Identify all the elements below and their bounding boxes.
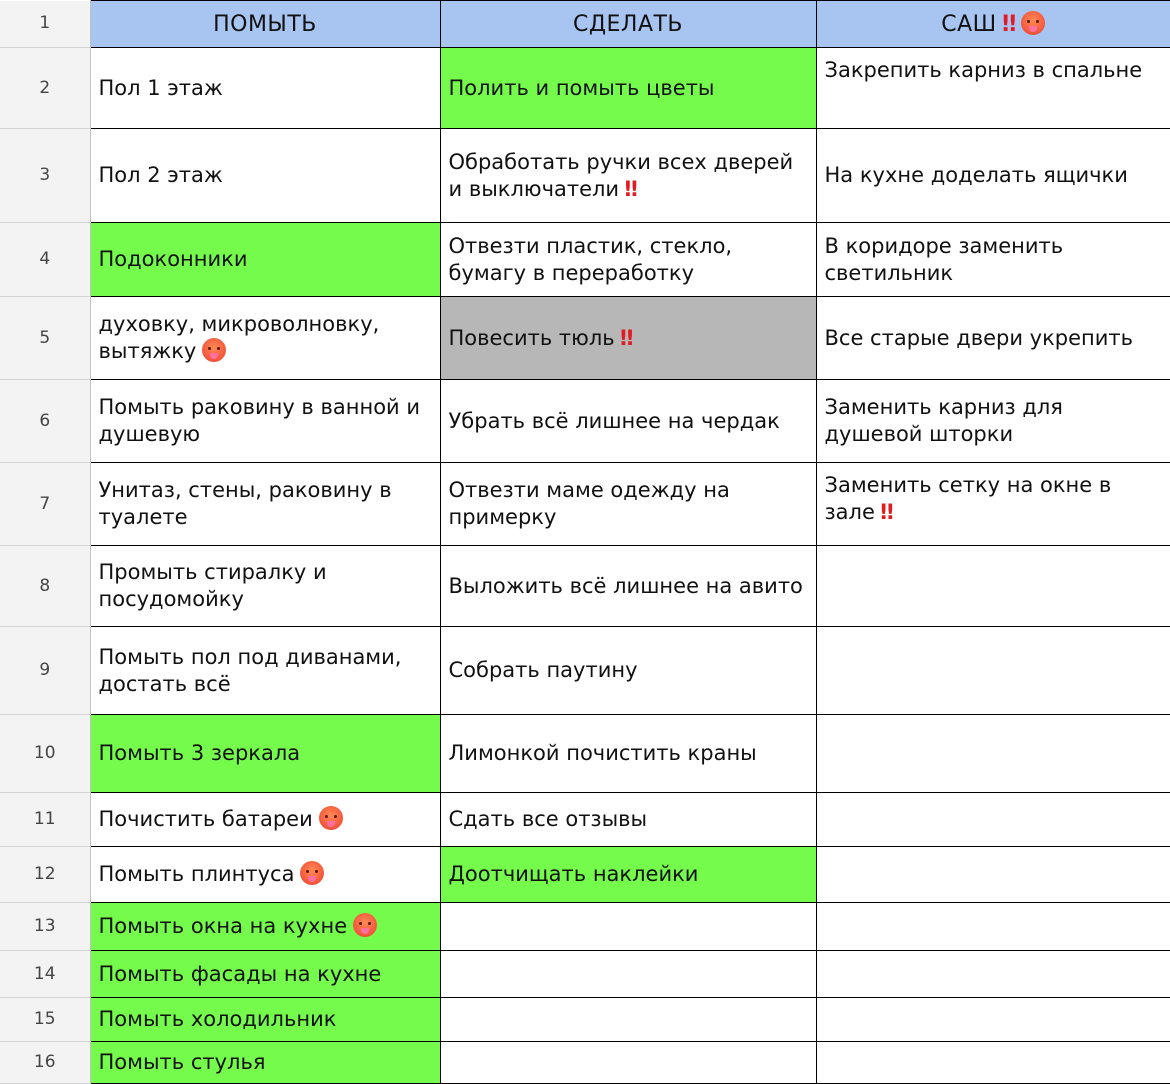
- row-number[interactable]: 10: [0, 715, 90, 793]
- cell-sash[interactable]: Все старые двери укрепить: [816, 297, 1170, 380]
- cell-sash[interactable]: [816, 998, 1170, 1042]
- table-row: [0, 129, 1170, 223]
- cell-text: Почистить батареи: [98, 807, 313, 831]
- cell-do[interactable]: [440, 297, 816, 380]
- table-row: [0, 903, 1170, 951]
- cell-do[interactable]: Полить и помыть цветы: [440, 48, 816, 129]
- cell-sash[interactable]: На кухне доделать ящички: [816, 129, 1170, 223]
- cell-wash[interactable]: [90, 793, 440, 847]
- cell-sash[interactable]: В коридоре заменить светильник: [816, 223, 1170, 297]
- cell-sash[interactable]: [816, 627, 1170, 715]
- cell-do[interactable]: Отвезти маме одежду на примерку: [440, 463, 816, 546]
- cell-do[interactable]: [440, 998, 816, 1042]
- row-number[interactable]: 3: [0, 129, 90, 223]
- table-row: [0, 998, 1170, 1042]
- double-exclamation-icon: !!: [1000, 11, 1015, 37]
- cell-do[interactable]: [440, 903, 816, 951]
- double-exclamation-icon: !!: [618, 325, 632, 350]
- cell-wash[interactable]: Подоконники: [90, 223, 440, 297]
- row-number[interactable]: 12: [0, 847, 90, 903]
- cell-do[interactable]: [440, 1042, 816, 1084]
- row-number[interactable]: 9: [0, 627, 90, 715]
- cell-sash[interactable]: Закрепить карниз в спальне: [816, 48, 1170, 129]
- row-number[interactable]: 15: [0, 998, 90, 1042]
- cell-wash[interactable]: Помыть фасады на кухне: [90, 951, 440, 998]
- cell-wash[interactable]: Помыть пол под диванами, достать всё: [90, 627, 440, 715]
- cell-text: Обработать ручки всех дверей и выключатели: [448, 149, 794, 201]
- table-row: [0, 951, 1170, 998]
- table-row: [0, 297, 1170, 380]
- cell-wash[interactable]: [90, 903, 440, 951]
- header-wash[interactable]: ПОМЫТЬ: [90, 1, 440, 48]
- cell-wash[interactable]: Пол 1 этаж: [90, 48, 440, 129]
- hot-face-emoji-icon: [202, 338, 226, 362]
- header-sash-label: САШ: [941, 11, 997, 37]
- cell-wash[interactable]: Помыть 3 зеркала: [90, 715, 440, 793]
- table-row: [0, 463, 1170, 546]
- hot-face-emoji-icon: [300, 861, 324, 885]
- table-row: [0, 847, 1170, 903]
- table-row: [0, 1042, 1170, 1084]
- cell-sash[interactable]: [816, 1042, 1170, 1084]
- hot-face-emoji-icon: [353, 913, 377, 937]
- cell-wash[interactable]: Промыть стиралку и посудомойку: [90, 546, 440, 627]
- table-row: [0, 715, 1170, 793]
- header-sash[interactable]: [816, 1, 1170, 48]
- cell-wash[interactable]: Помыть стулья: [90, 1042, 440, 1084]
- cell-wash[interactable]: Помыть раковину в ванной и душевую: [90, 380, 440, 463]
- table-row: [0, 48, 1170, 129]
- cell-text: Помыть плинтуса: [98, 862, 295, 886]
- cell-do[interactable]: Доотчищать наклейки: [440, 847, 816, 903]
- table-row: [0, 223, 1170, 297]
- cell-do[interactable]: Собрать паутину: [440, 627, 816, 715]
- row-number[interactable]: 5: [0, 297, 90, 380]
- cell-wash[interactable]: Унитаз, стены, раковину в туалете: [90, 463, 440, 546]
- row-number[interactable]: 11: [0, 793, 90, 847]
- cell-wash[interactable]: [90, 297, 440, 380]
- hot-face-emoji-icon: [1021, 11, 1045, 35]
- header-row: [0, 1, 1170, 48]
- row-number[interactable]: 16: [0, 1042, 90, 1084]
- cell-wash[interactable]: Помыть холодильник: [90, 998, 440, 1042]
- cell-wash[interactable]: Пол 2 этаж: [90, 129, 440, 223]
- cell-sash[interactable]: [816, 715, 1170, 793]
- row-number[interactable]: 1: [0, 1, 90, 48]
- cell-sash[interactable]: [816, 903, 1170, 951]
- row-number[interactable]: 13: [0, 903, 90, 951]
- cell-do[interactable]: Лимонкой почистить краны: [440, 715, 816, 793]
- table-row: [0, 546, 1170, 627]
- double-exclamation-icon: !!: [878, 500, 893, 524]
- cell-text: Заменить сетку на окне в зале: [824, 473, 1112, 524]
- cell-do[interactable]: [440, 129, 816, 223]
- cell-sash[interactable]: [816, 463, 1170, 546]
- cell-wash[interactable]: [90, 847, 440, 903]
- row-number[interactable]: 2: [0, 48, 90, 129]
- hot-face-emoji-icon: [319, 806, 343, 830]
- row-number[interactable]: 6: [0, 380, 90, 463]
- table-row: [0, 380, 1170, 463]
- table-row: [0, 793, 1170, 847]
- cell-text: Помыть окна на кухне: [98, 914, 348, 938]
- cell-sash[interactable]: [816, 951, 1170, 998]
- cell-sash[interactable]: [816, 847, 1170, 903]
- cell-do[interactable]: [440, 951, 816, 998]
- table-row: [0, 627, 1170, 715]
- cell-sash[interactable]: [816, 793, 1170, 847]
- row-number[interactable]: 8: [0, 546, 90, 627]
- cell-do[interactable]: Отвезти пластик, стекло, бумагу в переработку: [440, 223, 816, 297]
- row-number[interactable]: 4: [0, 223, 90, 297]
- cell-do[interactable]: Сдать все отзывы: [440, 793, 816, 847]
- row-number[interactable]: 14: [0, 951, 90, 998]
- cell-text: духовку, микроволновку, вытяжку: [98, 312, 380, 363]
- cell-text: Повесить тюль: [448, 325, 615, 350]
- cell-sash[interactable]: [816, 546, 1170, 627]
- double-exclamation-icon: !!: [623, 176, 637, 201]
- cell-sash[interactable]: Заменить карниз для душевой шторки: [816, 380, 1170, 463]
- cell-do[interactable]: Убрать всё лишнее на чердак: [440, 380, 816, 463]
- row-number[interactable]: 7: [0, 463, 90, 546]
- header-do[interactable]: СДЕЛАТЬ: [440, 1, 816, 48]
- cell-do[interactable]: Выложить всё лишнее на авито: [440, 546, 816, 627]
